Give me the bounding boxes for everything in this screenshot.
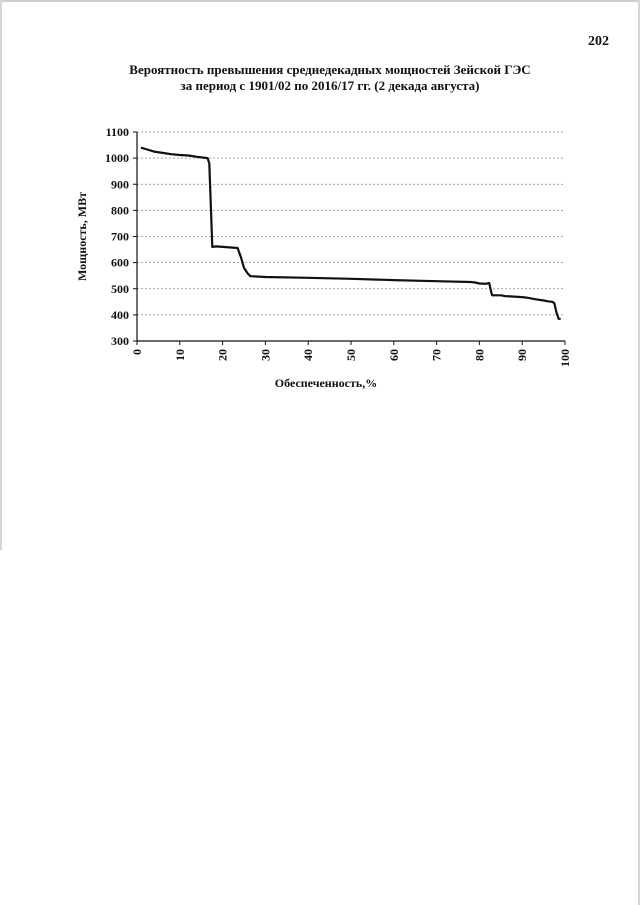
y-tick-label: 500 [111, 281, 129, 296]
x-axis-label: Обеспеченность,% [274, 376, 378, 390]
x-tick-label: 40 [301, 349, 316, 361]
y-tick-label: 800 [111, 203, 129, 218]
ticks-layer [105, 125, 572, 367]
series-line [141, 148, 561, 319]
chart-title: Вероятность превышения среднедекадных мощностей Зейской ГЭС [129, 62, 531, 77]
x-tick-label: 10 [172, 349, 187, 361]
x-tick-label: 70 [429, 349, 444, 361]
chart-subtitle: за период с 1901/02 по 2016/17 гг. (2 декада августа) [180, 78, 480, 93]
y-tick-label: 1100 [105, 125, 129, 139]
x-tick-label: 50 [344, 349, 358, 361]
grid-layer [137, 132, 565, 315]
y-tick-label: 300 [111, 334, 129, 348]
y-tick-label: 400 [111, 307, 129, 322]
series-layer [141, 148, 561, 319]
x-tick-label: 90 [515, 349, 530, 361]
y-tick-label: 600 [111, 255, 129, 270]
y-tick-label: 700 [111, 229, 129, 244]
y-tick-label: 1000 [105, 151, 129, 166]
x-tick-label: 0 [130, 349, 144, 355]
x-tick-label: 100 [558, 349, 572, 367]
x-tick-label: 80 [472, 349, 487, 361]
x-tick-label: 60 [386, 349, 401, 361]
x-tick-label: 30 [258, 349, 273, 361]
x-tick-label: 20 [215, 349, 230, 361]
y-axis-label: Мощность, МВт [75, 191, 89, 282]
y-tick-label: 900 [111, 177, 129, 192]
page-number: 202 [588, 34, 609, 49]
